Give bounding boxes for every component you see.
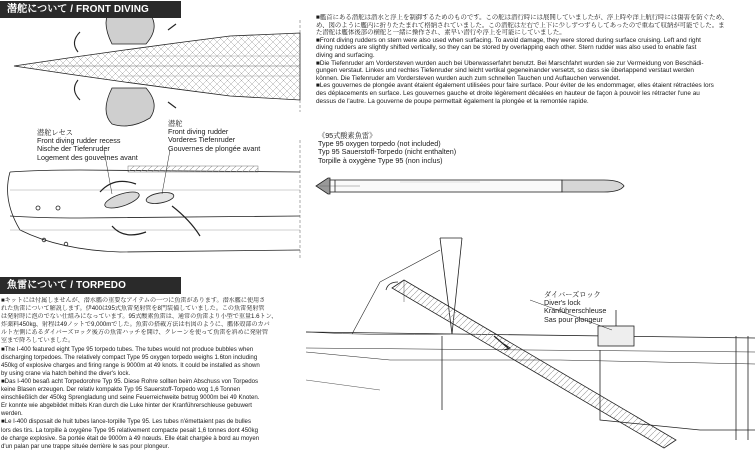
torpedo-text-line: by using crane via hatch behind the diver's lock. — [1, 369, 131, 377]
torpedo-text-line: ■The I-400 featured eight Type 95 torpedo tubes. The tubes would not produce bubbles when — [1, 345, 254, 353]
torpedo-text-line: einschließlich der 450kg Sprengladung und seine Feuerreichweite betrug 9000m bei 49 Knoten. — [1, 394, 260, 402]
divers-lock-label-de: Kranführerschleuse — [544, 306, 607, 316]
torpedo-text-line: は発射時に泡のでない仕組みになっています。95式酸素魚雷は、通常の魚雷より小型で重量1.6トン、 — [1, 313, 278, 321]
torpedo-text-line: ■Le I-400 disposait de huit tubes lance-torpille Type 95. Les tubes n'émettaient pas de bulles — [1, 418, 251, 426]
front-rudder-label-de: Vorderes Tiefenruder — [168, 135, 236, 145]
rudder-recess-label-en: Front diving rudder recess — [37, 136, 121, 146]
torpedo-text-line: keine Blasen erzeugen. Der relativ kompakte Typ 95 Sauerstoff-Torpedo wog 1,6 Tonnen — [1, 386, 241, 394]
divers-lock-label — [544, 291, 606, 324]
torpedo-text-line: werden. — [1, 410, 23, 418]
front-rudder-label — [168, 120, 260, 153]
torpedo-label-ja: 《95式酸素魚雷》 — [318, 131, 377, 140]
divers-lock-label-en: Diver's lock — [544, 298, 581, 308]
rudder-recess-label-fr: Logement des gouvernes avant — [37, 152, 138, 162]
torpedo-text-line: ■キットには付属しませんが、潜水艦の重要なアイテムの一つに魚雷があります。潜水艦に使用さ — [1, 297, 266, 304]
torpedo-label — [318, 132, 456, 165]
front-diving-rudder-heading: 潜舵について / FRONT DIVING RUDDER — [0, 1, 181, 18]
torpedo-label-en: Type 95 oxygen torpedo (not included) — [318, 139, 441, 149]
rudder-recess-label-ja: 潜舵レセス — [37, 128, 73, 137]
rudder-text-line: können. Die Tiefenruder am Vordersteven wurden auch zum schnellen Tauchen und Auftauchen verwendet. — [316, 74, 621, 82]
torpedo-text-line: de charge explosive. Sa portée était de 9000m à 49 nœuds. Elle était chargée à bord au moyen — [1, 434, 260, 442]
rudder-description — [316, 14, 752, 105]
torpedo-heading: 魚雷について / TORPEDO — [0, 277, 181, 294]
rudder-recess-label — [37, 129, 138, 162]
torpedo-text-line: lors des tirs. La torpille à oxygène Type 95 relativement compacte pesait 1,6 tonnes dont 450kg — [1, 426, 258, 434]
torpedo-text-line: discharging torpedoes. The relatively compact Type 95 oxygen torpedo weighs 1.6ton including — [1, 353, 258, 361]
rudder-text-line: des déplacements en surface. Les gouvernes gauche et droite légèrement décalées en hauteur de façon à pouvoir les rétracter l'une au — [316, 89, 700, 97]
rudder-text-line: gungen verstaut. Linkes und rechtes Tiefenruder sind leicht vertikal gegeneinander versetzt, so dass sie überlappend verstaut werden — [316, 67, 694, 75]
torpedo-description — [1, 297, 304, 451]
rudder-text-line: diving rudders are slightly shifted vertically, so they can be stored by overlapping each other. Stern rudder was also used to enable fast — [316, 44, 697, 52]
rudder-text-line: diving and surfacing. — [316, 51, 375, 59]
torpedo-label-fr: Torpille à oxygène Type 95 (non inclus) — [318, 155, 443, 165]
rudder-text-line: た潜舵は艦体後部の横舵と一緒に操作され、素早い潜行や浮上を可能にしていました。 — [316, 29, 566, 37]
torpedo-text-line: 室まで降ろしていました。 — [1, 337, 75, 345]
bow-plan-view — [14, 6, 300, 126]
rudder-recess-label-de: Nische der Tiefenruder — [37, 144, 110, 154]
rudder-text-line: dessus de l'autre. La gouverne de poupe permettait également la plongée et la remontée rapide. — [316, 97, 589, 105]
front-rudder-label-en: Front diving rudder — [168, 127, 229, 137]
rudder-text-line: ■Front diving rudders on stern were also used when surfacing. To avoid damage, they were stored during surface cruising. Left and right — [316, 36, 701, 44]
loading-scene — [306, 238, 755, 448]
torpedo-text-line: れた魚雷について解説します。伊400は95式魚雷発射管を8門装備していました。この魚雷発射管 — [1, 305, 265, 313]
torpedo-drawing — [316, 178, 624, 194]
rudder-text-line: ■艦首にある潜舵は潜水と浮上を制御するためのものです。この舵は潜行時には展開していましたが、浮上時や洋上航行時には傷害を防ぐため、 — [316, 14, 729, 21]
rudder-text-line: ■Les gouvernes de plongée avant étaient également utilisées pour faire surface. Pour éviter de les endommager, elles étaient rétractées lors — [316, 82, 714, 90]
front-rudder-label-fr: Gouvernes de plongée avant — [168, 143, 261, 153]
torpedo-text-line: d'un palan par une trappe située derrière le sas pour plongeur. — [1, 442, 170, 450]
torpedo-text-line: ■Das I-400 besaß acht Torpedorohre Typ 95. Diese Rohre sollten beim Abschuss von Torpedos — [1, 377, 259, 385]
rudder-text-line: ■Die Tiefenruder am Vordersteven wurden auch bei Überwasserfahrt benutzt. Bei Marschfahrt wurden sie zur Vermeidung von Beschädi- — [316, 59, 704, 67]
torpedo-text-line: Er konnte wie abgebildet mittels Kran durch die Luke hinter der Kranführerschleuse gebuwert — [1, 402, 253, 410]
torpedo-text-line: 炸薬料450kg、射程は49ノットで9,000mでした。魚雷の搭載方法は右図のように、艦体殻部のカバ — [1, 321, 270, 329]
torpedo-text-line: 450kg of explosive charges and firing range is 9000m at 49 knots. It could be installed as shown — [1, 361, 260, 369]
torpedo-text-line: ルト左側にあるダイバーズロック後方の魚雷ハッチを開け、クレーンを使って魚雷を斜めに発射管 — [1, 329, 269, 337]
torpedo-label-de: Typ 95 Sauerstoff-Torpedo (nicht enthalten) — [318, 147, 457, 157]
divers-lock-label-fr: Sas pour plongeur — [544, 314, 603, 324]
front-rudder-label-ja: 潜舵 — [168, 119, 183, 128]
divers-lock-label-ja: ダイバーズロック — [544, 290, 601, 299]
rudder-text-line: め、図のように艦内に折りたたまれて格納されていました。この潜舵は左右で上下に少しずつずらしてあったので重ねて収納が可能でした。ま — [316, 21, 725, 29]
